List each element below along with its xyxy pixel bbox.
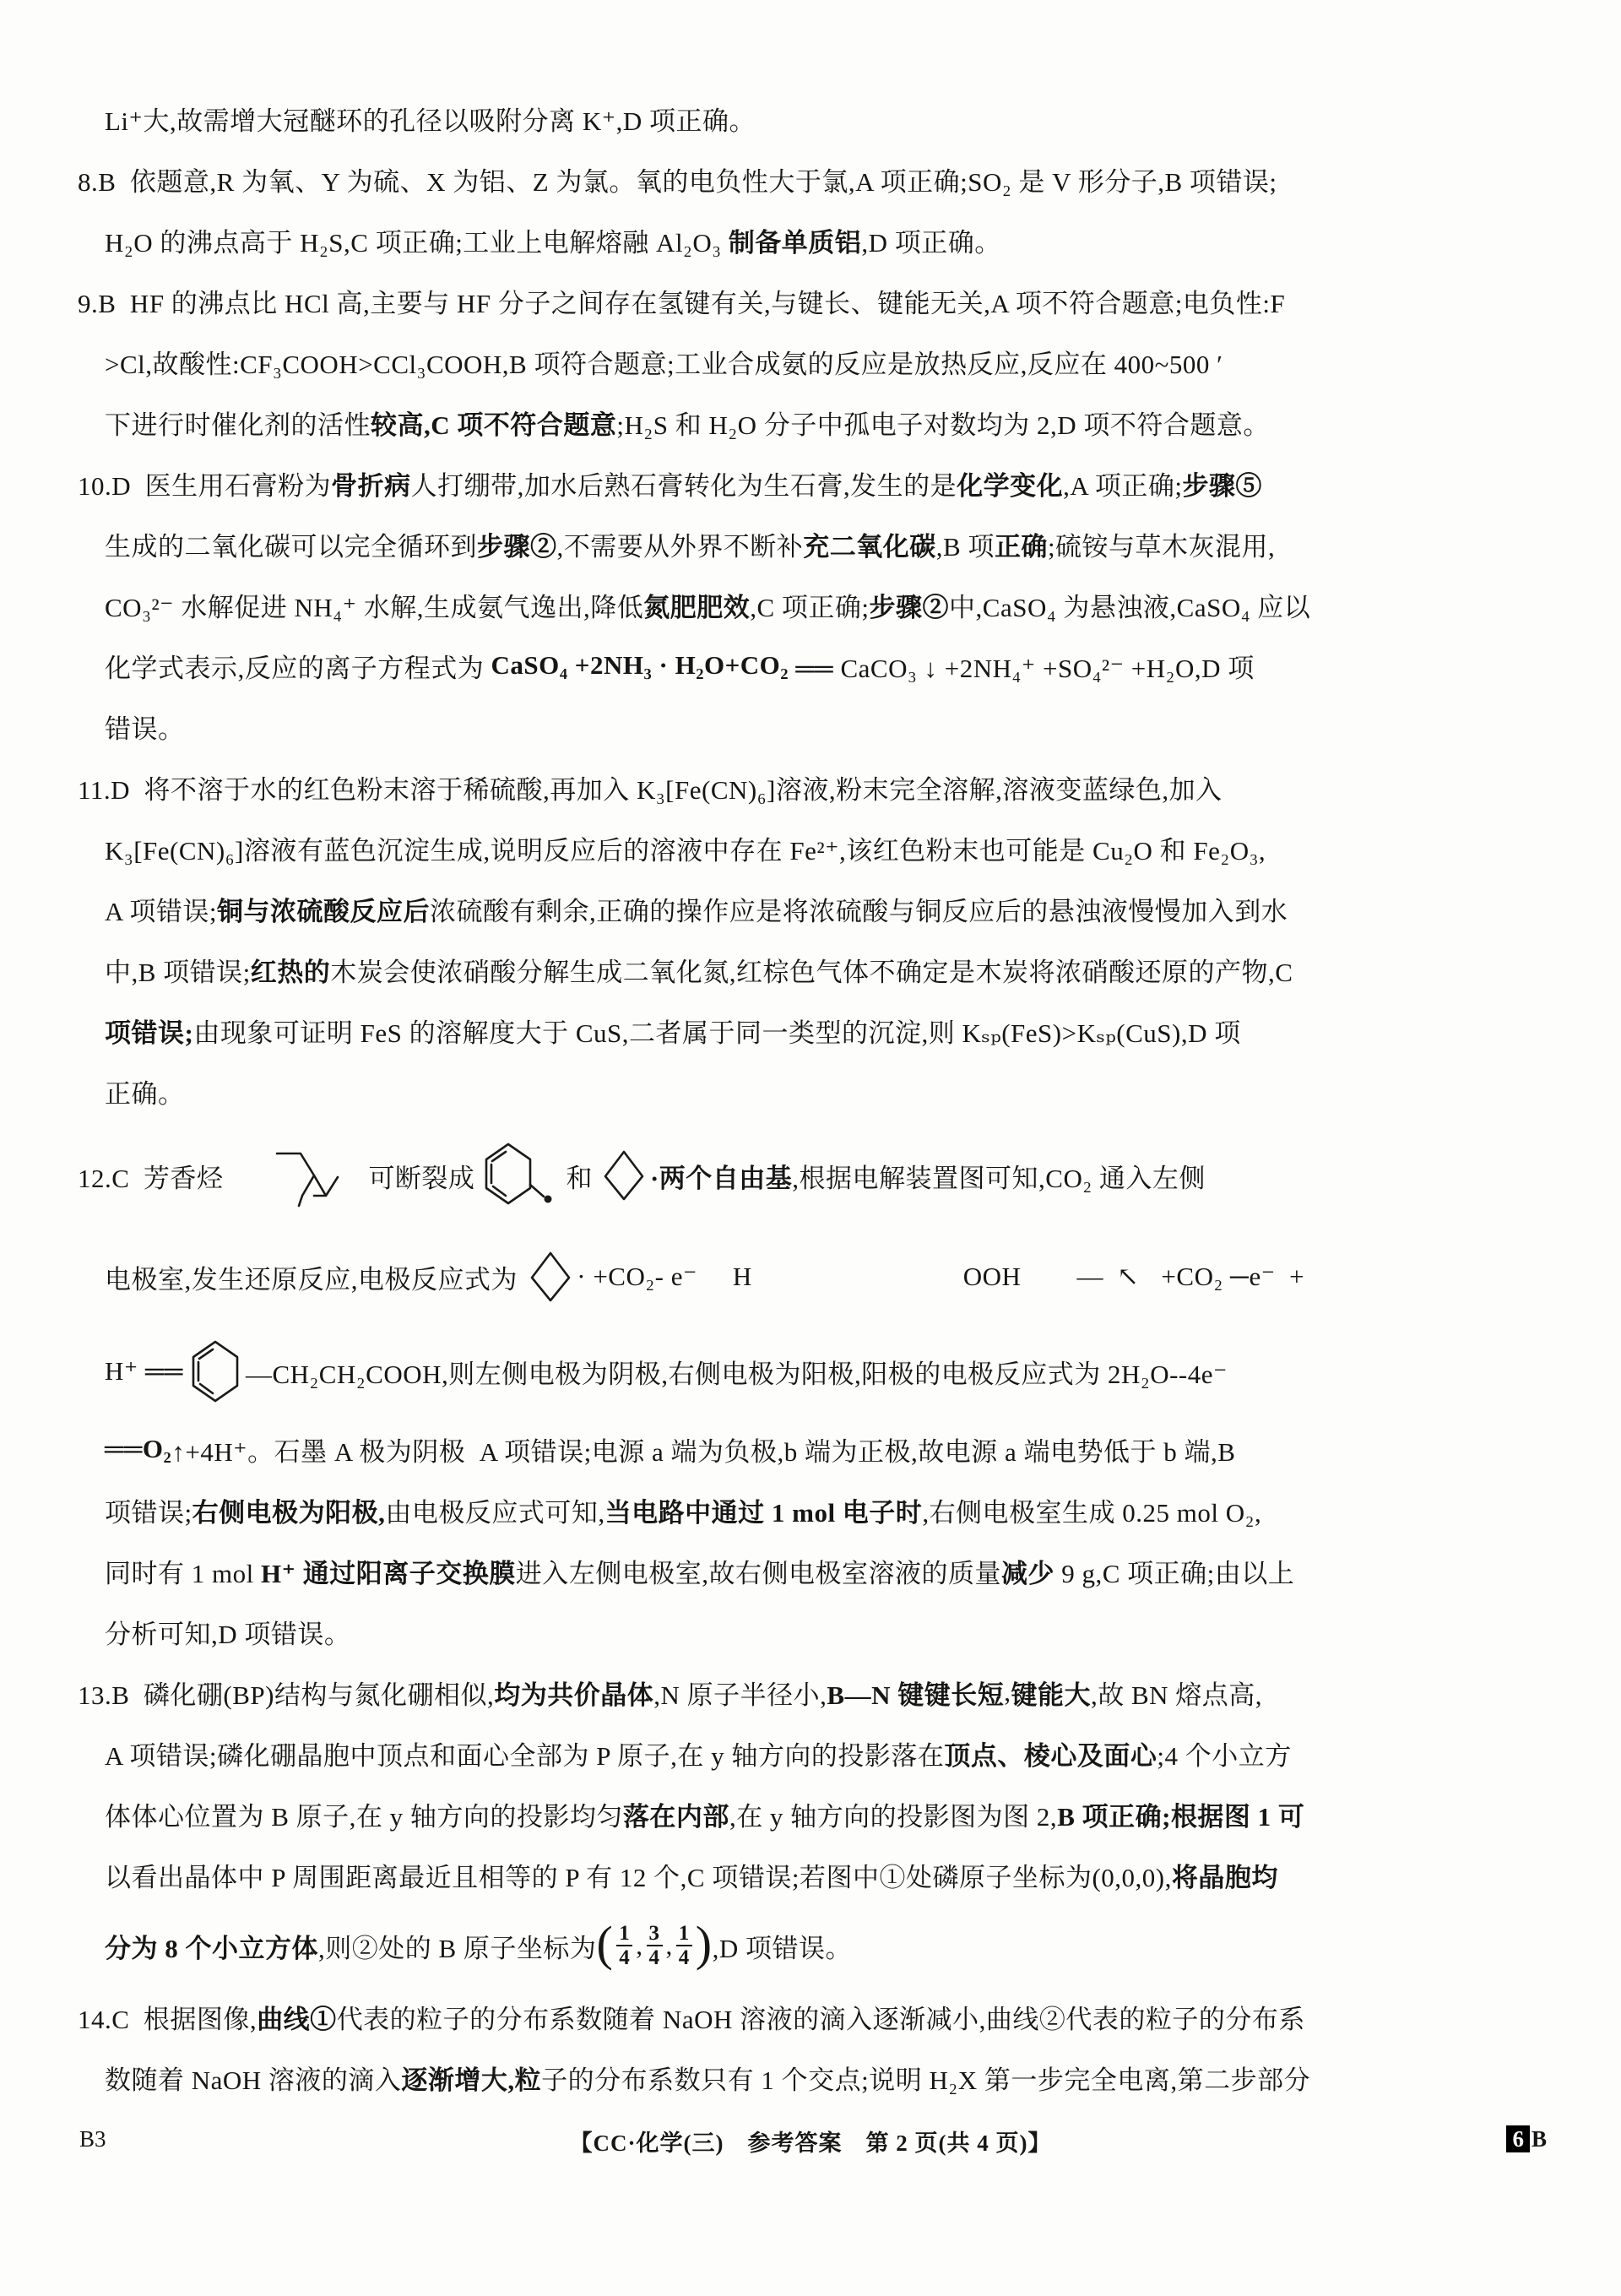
text-segment: >Cl,故酸性:CF₃COOH>CCl₃COOH,B 项符合题意;工业合成氨的反应是放热反应,反应在 400~500 ′ bbox=[105, 349, 1223, 379]
text-segment: CaSO₄ +2NH₃ · H₂O+CO₂ bbox=[491, 650, 789, 680]
text-segment: 分为 8 个小立方体 bbox=[105, 1933, 318, 1963]
text-segment: ,A 项正确; bbox=[1063, 470, 1183, 501]
page-badge bbox=[1506, 2126, 1547, 2152]
text-segment: ·两个自由基 bbox=[649, 1163, 793, 1193]
text-segment: 落在内部 bbox=[622, 1801, 729, 1832]
text-segment: ↑+4H⁺。石墨 A 极为阴极 A 项错误;电源 a 端为负极,b 端为正极,故电源 a 端电势低于 b 端,B bbox=[171, 1436, 1236, 1467]
text-segment: ;4 个小立方 bbox=[1157, 1740, 1292, 1771]
text-segment: 下进行时催化剂的活性 bbox=[105, 410, 371, 440]
text-segment: +CO₂ ─e⁻ + bbox=[1161, 1262, 1305, 1291]
text-line bbox=[0, 513, 1621, 574]
text-segment: 正确 bbox=[994, 531, 1048, 562]
text-segment: ,D 项错误。 bbox=[712, 1933, 852, 1963]
big-parenthesis: ( bbox=[596, 1916, 614, 1971]
text-line bbox=[0, 1000, 1621, 1061]
text-segment: 制备单质铝 bbox=[728, 227, 862, 258]
text-segment: 代表的粒子的分布系数随着 NaOH 溶液的滴入逐渐减小,曲线②代表的粒子的分布系 bbox=[336, 2004, 1305, 2034]
text-segment: 顶点、棱心及面心 bbox=[944, 1740, 1157, 1771]
text-segment: 当电路中通过 1 mol 电子时 bbox=[604, 1497, 923, 1528]
text-segment: 项错误; bbox=[105, 1018, 194, 1048]
text-segment: , bbox=[665, 1930, 673, 1960]
text-segment: 步骤② bbox=[869, 592, 950, 622]
spacer bbox=[593, 1175, 598, 1176]
text-segment: 逐渐增大,粒 bbox=[401, 2065, 542, 2095]
text-segment: 充二氧化碳 bbox=[803, 531, 936, 562]
text-line bbox=[0, 1783, 1621, 1844]
text-segment: 键能大 bbox=[1011, 1680, 1091, 1710]
text-segment: 8.B 依题意,R 为氧、Y 为硫、X 为铝、Z 为氯。氧的电负性大于氯,A 项正确;SO₂ 是 V 形分子,B 项错误; bbox=[78, 166, 1277, 197]
benzene-ring-diagram bbox=[188, 1338, 242, 1404]
text-line bbox=[0, 270, 1621, 331]
text-segment: 由现象可证明 FeS 的溶解度大于 CuS,二者属于同一类型的沉淀,则 Kₛₚ(FeS)>Kₛₚ(CuS),D 项 bbox=[193, 1018, 1241, 1048]
page-badge-suffix: B bbox=[1531, 2126, 1547, 2152]
text-segment: H⁺ ══ bbox=[105, 1356, 183, 1386]
text-segment: 铜与浓硫酸反应后 bbox=[217, 896, 431, 926]
text-segment: 中,CaSO₄ 为悬浊液,CaSO₄ 应以 bbox=[949, 592, 1311, 622]
text-segment: 中,B 项错误; bbox=[105, 957, 251, 987]
text-segment: 减少 bbox=[1000, 1558, 1054, 1588]
text-segment: H⁺ 通过阳离子交换膜 bbox=[260, 1558, 516, 1588]
text-segment: 数随着 NaOH 溶液的滴入 bbox=[105, 2065, 402, 2095]
text-segment: · +CO₂- e⁻ bbox=[577, 1262, 697, 1291]
text-line bbox=[0, 1229, 1621, 1324]
text-segment: ,根据电解装置图可知,CO₂ 通入左侧 bbox=[792, 1163, 1206, 1193]
spacer bbox=[1021, 1277, 1076, 1278]
text-segment: 步骤② bbox=[477, 531, 557, 562]
page-footer bbox=[0, 2121, 1621, 2158]
text-line bbox=[0, 1324, 1621, 1419]
text-line bbox=[0, 1121, 1621, 1229]
text-line bbox=[0, 1061, 1621, 1121]
text-segment: 13.B 磷化硼(BP)结构与氮化硼相似, bbox=[78, 1680, 495, 1710]
text-segment: A 项错误; bbox=[105, 896, 218, 926]
text-line bbox=[0, 878, 1621, 939]
text-line bbox=[0, 1540, 1621, 1601]
text-segment: H₂O 的沸点高于 H₂S,C 项正确;工业上电解熔融 Al₂O₃ bbox=[105, 227, 729, 258]
text-line bbox=[0, 331, 1621, 392]
benzene-radical-diagram bbox=[481, 1141, 556, 1210]
text-segment: 化学变化 bbox=[957, 470, 1064, 501]
text-segment: 错误。 bbox=[105, 714, 185, 744]
text-segment: ,在 y 轴方向的投影图为图 2, bbox=[729, 1801, 1058, 1832]
text-segment: H bbox=[732, 1262, 752, 1291]
text-segment: —CH₂CH₂COOH,则左侧电极为阴极,右侧电极为阳极,阳极的电极反应式为 2H₂O--4e⁻ bbox=[245, 1359, 1228, 1389]
text-segment: OOH bbox=[962, 1262, 1022, 1291]
text-segment: 均为共价晶体 bbox=[494, 1680, 654, 1710]
text-segment: 电极室,发生还原反应,电极反应式为 bbox=[105, 1264, 525, 1295]
text-line bbox=[0, 574, 1621, 635]
text-segment: ,C 项正确; bbox=[750, 592, 870, 622]
spacer bbox=[1139, 1277, 1161, 1278]
text-line bbox=[0, 817, 1621, 878]
text-segment: 以看出晶体中 P 周围距离最近且相等的 P 有 12 个,C 项错误;若图中①处磷原子坐标为(0,0,0), bbox=[105, 1862, 1172, 1892]
page-badge-number: 6 bbox=[1506, 2125, 1530, 2152]
booklet-code: B3 bbox=[79, 2126, 106, 2152]
text-line bbox=[0, 392, 1621, 453]
text-segment: 骨折病 bbox=[331, 470, 411, 501]
text-segment: , bbox=[1004, 1677, 1011, 1707]
cyclo-ring-diagram bbox=[601, 1148, 647, 1202]
text-line bbox=[0, 1844, 1621, 1905]
text-segment: ,则②处的 B 原子坐标为 bbox=[318, 1933, 597, 1963]
text-segment: 生成的二氧化碳可以完全循环到 bbox=[105, 531, 477, 562]
text-segment: ,右侧电极室生成 0.25 mol O₂, bbox=[922, 1497, 1262, 1528]
text-segment: 分析可知,D 项错误。 bbox=[105, 1619, 351, 1649]
text-segment: 10.D 医生用石膏粉为 bbox=[78, 470, 332, 501]
text-segment: 由电极反应式可知, bbox=[385, 1497, 605, 1528]
text-segment: Li⁺大,故需增大冠醚环的孔径以吸附分离 K⁺,D 项正确。 bbox=[105, 106, 756, 136]
text-line bbox=[0, 88, 1621, 149]
text-segment: B—N 键键长短 bbox=[827, 1680, 1005, 1710]
text-segment: 人打绷带,加水后熟石膏转化为生石膏,发生的是 bbox=[410, 470, 957, 501]
fraction: $\frac{3}{4}$ bbox=[647, 1922, 663, 1970]
text-segment: 进入左侧电极室,故右侧电极室溶液的质量 bbox=[515, 1558, 1001, 1588]
text-segment: ;H₂S 和 H₂O 分子中孤电子对数均为 2,D 项不符合题意。 bbox=[616, 410, 1270, 440]
fraction: $\frac{1}{4}$ bbox=[616, 1922, 632, 1970]
text-segment: — bbox=[1076, 1262, 1103, 1291]
text-line bbox=[0, 1419, 1621, 1479]
text-segment: 11.D 将不溶于水的红色粉末溶于稀硫酸,再加入 K₃[Fe(CN)₆]溶液,粉末完全溶解,溶液变蓝绿色,加入 bbox=[78, 774, 1223, 805]
spacer bbox=[697, 1277, 733, 1278]
big-parenthesis: ) bbox=[695, 1916, 713, 1971]
text-segment: 红热的 bbox=[250, 957, 331, 987]
text-line bbox=[0, 939, 1621, 1000]
text-line bbox=[0, 1905, 1621, 1986]
text-line bbox=[0, 635, 1621, 696]
text-segment: ,故 BN 熔点高, bbox=[1090, 1680, 1263, 1710]
text-segment: 曲线① bbox=[257, 2004, 337, 2034]
spacer bbox=[474, 1175, 478, 1176]
text-segment: 体体心位置为 B 原子,在 y 轴方向的投影均匀 bbox=[105, 1801, 623, 1832]
text-segment: , bbox=[636, 1930, 643, 1960]
text-line bbox=[0, 2047, 1621, 2108]
text-segment: 右侧电极为阳极, bbox=[192, 1497, 386, 1528]
cyclo-ring-diagram bbox=[528, 1250, 573, 1304]
text-segment: ;硫铵与草木灰混用, bbox=[1047, 531, 1276, 562]
spacer bbox=[559, 1175, 566, 1176]
text-segment: 12.C 芳香烃 bbox=[78, 1163, 224, 1193]
text-segment: 同时有 1 mol bbox=[105, 1558, 261, 1588]
text-line bbox=[0, 149, 1621, 209]
text-segment: 子的分布系数只有 1 个交点;说明 H₂X 第一步完全电离,第二步部分 bbox=[541, 2065, 1311, 2095]
footer-title: 【CC·化学(三) 参考答案 第 2 页(共 4 页)】 bbox=[569, 2130, 1052, 2156]
text-segment: 9.B HF 的沸点比 HCl 高,主要与 HF 分子之间存在氢键有关,与键长、键能无关,A 项不符合题意;电负性:F bbox=[78, 288, 1286, 318]
fraction: $\frac{1}{4}$ bbox=[676, 1922, 692, 1970]
text-segment: A 项错误;磷化硼晶胞中顶点和面心全部为 P 原子,在 y 轴方向的投影落在 bbox=[105, 1740, 945, 1771]
text-segment: ,不需要从外界不断补 bbox=[556, 531, 804, 562]
text-line bbox=[0, 453, 1621, 513]
text-segment: 项错误; bbox=[105, 1497, 192, 1528]
text-line bbox=[0, 209, 1621, 270]
text-segment: 步骤⑤ bbox=[1182, 470, 1262, 501]
text-line bbox=[0, 1723, 1621, 1783]
text-segment: ,D 项正确。 bbox=[861, 227, 1001, 258]
text-segment: ,N 原子半径小, bbox=[653, 1680, 827, 1710]
spacer bbox=[355, 1175, 368, 1176]
skeletal-structure-diagram bbox=[274, 1138, 351, 1213]
text-segment: ↖ bbox=[1116, 1262, 1140, 1291]
text-segment: 化学式表示,反应的离子方程式为 bbox=[105, 653, 491, 683]
text-line bbox=[0, 1986, 1621, 2047]
spacer bbox=[1103, 1277, 1117, 1278]
text-line bbox=[0, 1662, 1621, 1723]
document-body bbox=[0, 88, 1621, 2108]
text-segment: 9 g,C 项正确;由以上 bbox=[1054, 1558, 1295, 1588]
text-segment: B 项正确;根据图 1 可 bbox=[1057, 1801, 1305, 1832]
spacer bbox=[223, 1175, 270, 1176]
text-segment: 将晶胞均 bbox=[1171, 1862, 1278, 1892]
text-segment: 可断裂成 bbox=[368, 1163, 475, 1193]
text-line bbox=[0, 1601, 1621, 1662]
text-line bbox=[0, 1479, 1621, 1540]
text-segment: 浓硫酸有剩余,正确的操作应是将浓硫酸与铜反应后的悬浊液慢慢加入到水 bbox=[430, 896, 1288, 926]
text-segment: ══ CaCO₃ ↓ +2NH₄⁺ +SO₄²⁻ +H₂O,D 项 bbox=[789, 653, 1255, 683]
text-line bbox=[0, 696, 1621, 757]
text-segment: 和 bbox=[566, 1163, 593, 1193]
text-segment: ══O₂ bbox=[105, 1434, 172, 1463]
text-segment: 氮肥肥效 bbox=[643, 592, 751, 622]
text-segment: 正确。 bbox=[105, 1078, 185, 1109]
text-line bbox=[0, 757, 1621, 817]
text-segment: 14.C 根据图像, bbox=[78, 2004, 258, 2034]
text-segment: 较高,C 项不符合题意 bbox=[371, 410, 617, 440]
text-segment: K₃[Fe(CN)₆]溶液有蓝色沉淀生成,说明反应后的溶液中存在 Fe²⁺,该红色粉末也可能是 Cu₂O 和 Fe₂O₃, bbox=[105, 835, 1266, 866]
spacer bbox=[752, 1277, 963, 1278]
text-segment: 木炭会使浓硝酸分解生成二氧化氮,红棕色气体不确定是木炭将浓硝酸还原的产物,C bbox=[330, 957, 1293, 987]
text-segment: ,B 项 bbox=[935, 531, 995, 562]
text-segment: CO₃²⁻ 水解促进 NH₄⁺ 水解,生成氨气逸出,降低 bbox=[105, 592, 644, 622]
spacer bbox=[183, 1371, 185, 1372]
